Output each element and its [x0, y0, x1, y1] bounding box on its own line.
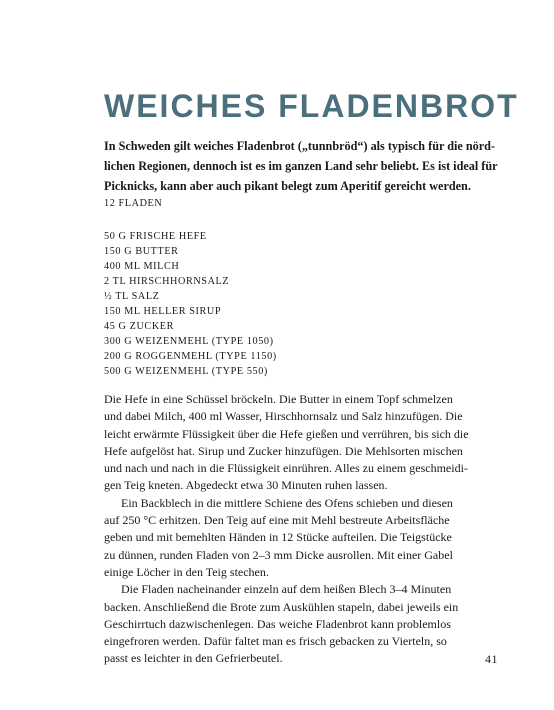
ingredient-item: 150 ML HELLER SIRUP — [104, 306, 222, 317]
ingredient-item: ½ TL SALZ — [104, 291, 160, 302]
intro-paragraph — [104, 136, 498, 196]
ingredient-item: 300 G WEIZENMEHL (TYPE 1050) — [104, 336, 274, 347]
method-line: auf 250 °C erhitzen. Den Teig auf eine mit Mehl bestreute Arbeitsfläche — [104, 513, 450, 528]
page-number: 41 — [485, 652, 498, 666]
method-line: eingefroren werden. Dafür faltet man es frisch gebacken zu Vierteln, so — [104, 634, 447, 649]
intro-line: In Schweden gilt weiches Fladenbrot („tunnbröd“) als typisch für die nörd- — [104, 139, 495, 153]
intro-line: lichen Regionen, dennoch ist es im ganzen Land sehr beliebt. Es ist ideal für — [104, 159, 498, 173]
recipe-yield: 12 FLADEN — [104, 198, 163, 209]
method-line: backen. Anschließend die Brote zum Auskühlen stapeln, dabei jeweils ein — [104, 599, 459, 614]
method-line: gen Teig kneten. Abgedeckt etwa 30 Minuten ruhen lassen. — [104, 478, 388, 493]
method-line: Geschirrtuch dazwischenlegen. Das weiche Fladenbrot kann problemlos — [104, 616, 451, 631]
method-line: Ein Backblech in die mittlere Schiene des Ofens schieben und diesen — [121, 495, 453, 510]
method-line: Hefe aufgelöst hat. Sirup und Zucker hinzufügen. Die Mehlsorten mischen — [104, 443, 463, 458]
ingredient-item: 50 G FRISCHE HEFE — [104, 231, 207, 242]
method-line: einige Löcher in den Teig stechen. — [104, 564, 269, 579]
method-line: passt es leichter in den Gefrierbeutel. — [104, 651, 283, 666]
ingredient-item: 45 G ZUCKER — [104, 321, 174, 332]
ingredient-item: 150 G BUTTER — [104, 246, 179, 257]
ingredient-item: 200 G ROGGENMEHL (TYPE 1150) — [104, 351, 277, 362]
ingredient-list — [104, 229, 277, 379]
ingredient-item: 2 TL HIRSCHHORNSALZ — [104, 276, 230, 287]
method-line: und dabei Milch, 400 ml Wasser, Hirschhornsalz und Salz hinzufügen. Die — [104, 409, 463, 424]
intro-line: Picknicks, kann aber auch pikant belegt zum Aperitif gereicht werden. — [104, 179, 471, 193]
method-line: leicht erwärmte Flüssigkeit über die Hefe gießen und verrühren, bis sich die — [104, 426, 469, 441]
ingredient-item: 400 ML MILCH — [104, 261, 180, 272]
ingredient-item: 500 G WEIZENMEHL (TYPE 550) — [104, 366, 268, 377]
method-line: Die Hefe in eine Schüssel bröckeln. Die Butter in einem Topf schmelzen — [104, 392, 453, 406]
method-line: geben und mit bemehlten Händen in 12 Stücke aufteilen. Die Teigstücke — [104, 530, 452, 545]
method-line: zu dünnen, runden Fladen von 2–3 mm Dicke ausrollen. Mit einer Gabel — [104, 547, 453, 562]
recipe-title: WEICHES FLADENBROT — [104, 88, 519, 124]
method-line: und nach und nach in die Flüssigkeit einrühren. Alles zu einem geschmeidi- — [104, 461, 468, 476]
method-text — [104, 391, 469, 668]
method-line: Die Fladen nacheinander einzeln auf dem heißen Blech 3–4 Minuten — [121, 582, 452, 597]
